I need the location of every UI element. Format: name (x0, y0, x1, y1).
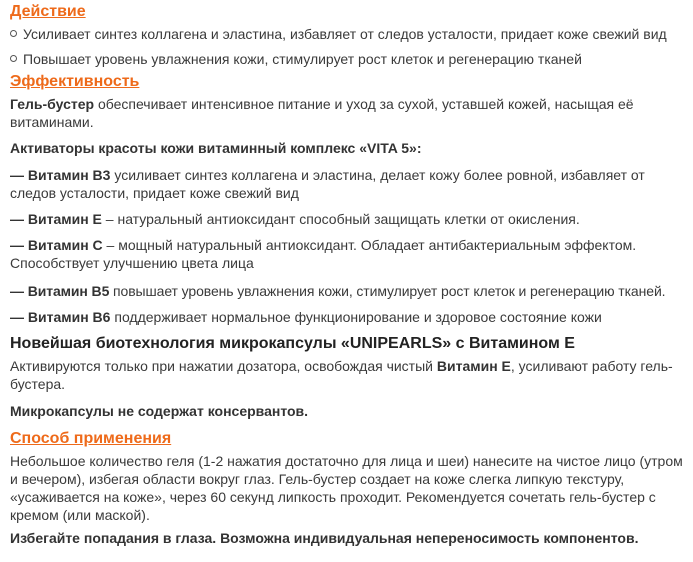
usage-text: Небольшое количество геля (1-2 нажатия достаточно для лица и шеи) нанесите на чистое лицо (утром и вечером), избегая области вокруг глаз. Гель-бустер создает на коже слегка липкую текстуру, «усаживается на коже», через 60 секунд липкость проходит. Рекомендуется сочетать гель-бустер с кремом (или маской). (10, 453, 683, 523)
warning-text: Избегайте попадания в глаза. Возможна индивидуальная непереносимость компонентов. (10, 530, 639, 546)
vitamin-b5-item (10, 282, 690, 300)
vitamin-b3-item (10, 166, 690, 202)
vitamin-e-name: — Витамин E (10, 211, 102, 227)
action-bullet-2 (10, 50, 582, 68)
vitamin-b5-desc: повышает уровень увлажнения кожи, стимулирует рост клеток и регенерацию тканей. (109, 283, 666, 299)
activators-title: Активаторы красоты кожи витаминный комплекс «VITA 5»: (10, 140, 422, 156)
microcapsules-note: Микрокапсулы не содержат консервантов. (10, 403, 309, 419)
vitamin-e-desc: – натуральный антиоксидант способный защищать клетки от окисления. (101, 211, 580, 227)
vitamin-b5-name: — Витамин B5 (10, 283, 110, 299)
usage-heading: Способ применения (10, 430, 172, 447)
action-bullet-2-text: Повышает уровень увлажнения кожи, стимулирует рост клеток и регенерацию тканей (23, 51, 582, 67)
action-bullet-1 (10, 25, 667, 43)
vitamin-c-name: — Витамин C (10, 237, 103, 253)
biotech-text (10, 357, 690, 393)
vitamin-b6-name: — Витамин B6 (10, 309, 111, 325)
bullet-circle-icon (10, 55, 17, 62)
efficiency-intro (10, 95, 690, 131)
efficiency-heading: Эффективность (10, 73, 140, 90)
biotech-text-start: Активируются только при нажатии дозатора, освобождая чистый (10, 358, 437, 374)
vitamin-b6-desc: поддерживает нормальное функционирование и здоровое состояние кожи (110, 309, 602, 325)
vitamin-c-desc: – мощный натуральный антиоксидант. Обладает антибактериальным эффектом. Способствует улучшению цвета лица (10, 237, 637, 271)
bullet-circle-icon (10, 30, 17, 37)
action-heading: Действие (10, 3, 86, 20)
biotech-heading: Новейшая биотехнология микрокапсулы «UNIPEARLS» с Витамином E (10, 335, 575, 352)
action-bullet-1-text: Усиливает синтез коллагена и эластина, избавляет от следов усталости, придает коже свежий вид (23, 26, 667, 42)
gel-booster-label: Гель-бустер (10, 96, 95, 112)
vitamin-b6-item (10, 308, 690, 326)
vitamin-e-item (10, 210, 690, 228)
vitamin-b3-desc: усиливает синтез коллагена и эластина, делает кожу более ровной, избавляет от следов усталости, придает коже свежий вид (10, 167, 645, 201)
biotech-vitamin-label: Витамин E (436, 358, 511, 374)
efficiency-intro-text: обеспечивает интенсивное питание и уход за сухой, уставшей кожей, насыщая её витаминами. (10, 96, 634, 130)
biotech-text-end: , усиливают работу гель-бустера. (10, 358, 673, 392)
vitamin-c-item (10, 236, 690, 272)
vitamin-b3-name: — Витамин B3 (10, 167, 111, 183)
